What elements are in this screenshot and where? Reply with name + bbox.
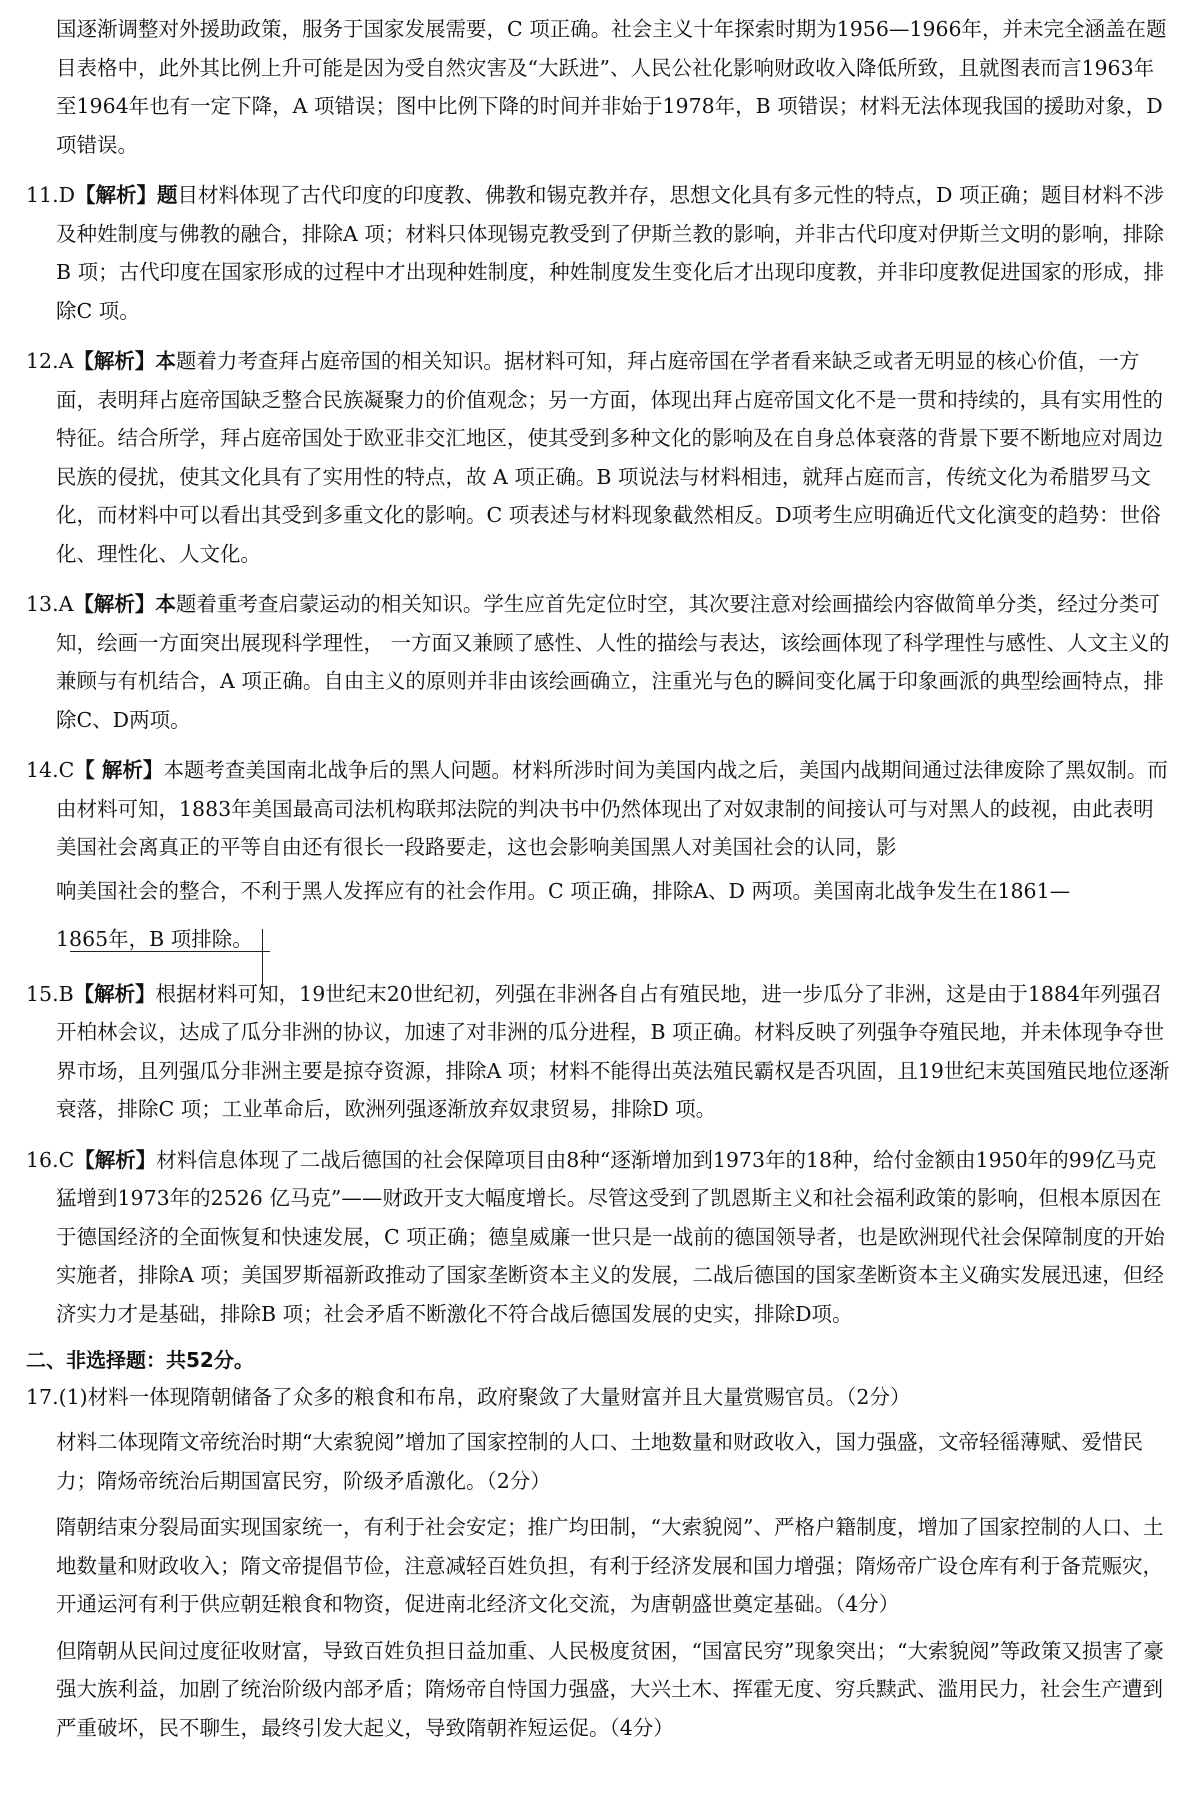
answer-number: 15.B: [26, 981, 74, 1006]
answer-17-part1: [26, 1379, 1174, 1415]
answer-text: 根据材料可知，19世纪末20世纪初，列强在非洲各自占有殖民地，进一步瓜分了非洲，这是由于1884年列强召开柏林会议，达成了瓜分非洲的协议，加速了对非洲的瓜分进程，B 项正确。材料反映了列强争夺殖民地，并未体现争夺世界市场，且列强瓜分非洲主要是掠夺资源，排除A 项；材料不能得出英法殖民霸权是否巩固，且19世纪末英国殖民地位逐渐衰落，排除C 项；工业革命后，欧洲列强逐渐放弃奴隶贸易，排除D 项。: [56, 981, 1170, 1121]
answer-17-para4: 但隋朝从民间过度征收财富，导致百姓负担日益加重、人民极度贫困，“国富民穷”现象突出；“大索貌阅”等政策又损害了豪强大族利益，加剧了统治阶级内部矛盾；隋炀帝自恃国力强盛，大兴土木、挥霍无度、穷兵黩武、滥用民力，社会生产遭到严重破坏，民不聊生，最终引发大起义，导致隋朝祚短运促。（4分）: [56, 1638, 1164, 1740]
answer-11: [26, 176, 1174, 330]
answer-13: [26, 585, 1174, 739]
answer-number: 12.A: [26, 349, 74, 373]
answer-text: (1)材料一体现隋朝储备了众多的粮食和布帛，政府聚敛了大量财富并且大量赏赐官员。（2分）: [58, 1385, 911, 1409]
intro-paragraph: 国逐渐调整对外援助政策，服务于国家发展需要，C 项正确。社会主义十年探索时期为1956—1966年，并未完全涵盖在题目表格中，此外其比例上升可能是因为受自然灾害及“大跃进”、人民公社化影响财政收入降低所致，且就图表而言1963年至1964年也有一定下降，A 项错误；图中比例下降的时间并非始于1978年，B 项错误；材料无法体现我国的援助对象，D 项错误。: [56, 17, 1167, 157]
answer-number: 13.A: [26, 592, 74, 616]
answer-number: 11.D: [26, 183, 76, 207]
answer-number: 16.C: [26, 1147, 75, 1172]
analysis-tag: 【解析】: [73, 592, 156, 616]
answer-text: 材料信息体现了二战后德国的社会保障项目由8种“逐渐增加到1973年的18种，给付金额由1950年的99亿马克猛增到1973年的2526 亿马克”——财政开支大幅度增长。尽管这受到了凯恩斯主义和社会福利政策的影响，但根本原因在于德国经济的全面恢复和快速发展，C 项正确；德皇威廉一世只是一战前的德国领导者，也是欧洲现代社会保障制度的开始实施者，排除A 项；美国罗斯福新政推动了国家垄断资本主义的发展，二战后德国的国家垄断资本主义确实发展迅速，但经济实力才是基础，排除B 项；社会矛盾不断激化不符合战后德国发展的史实，排除D项。: [56, 1147, 1165, 1326]
analysis-tag: 【解析】: [74, 1147, 157, 1172]
answer-number: 14.C: [26, 758, 75, 782]
analysis-tag: 【解析】: [75, 183, 158, 207]
lead-char: 题: [157, 183, 178, 207]
section-title: 二、非选择题：共52分。: [26, 1348, 254, 1372]
answer-text-line2: 响美国社会的整合，不利于黑人发挥应有的社会作用。C 项正确，排除A、D 两项。美国南北战争发生在1861—: [56, 878, 1071, 903]
analysis-tag: 【解析】: [73, 981, 156, 1006]
answer-12: [26, 342, 1174, 573]
answer-text: 本题考查美国南北战争后的黑人问题。材料所涉时间为美国内战之后，美国内战期间通过法律废除了黑奴制。而由材料可知，1883年美国最高司法机构联邦法院的判决书中仍然体现出了对奴隶制的间接认可与对黑人的歧视，由此表明美国社会离真正的平等自由还有很长一段路要走，这也会影响美国黑人对美国社会的认同，影: [56, 758, 1168, 859]
answer-number: 17.: [26, 1385, 59, 1409]
answer-15: [26, 975, 1174, 1129]
answer-page: [26, 10, 1174, 1747]
underline-mark: [70, 951, 270, 952]
answer-text: 题着力考查拜占庭帝国的相关知识。据材料可知，拜占庭帝国在学者看来缺乏或者无明显的核心价值，一方面，表明拜占庭帝国缺乏整合民族凝聚力的价值观念；另一方面，体现出拜占庭帝国文化不是一贯和持续的，具有实用性的特征。结合所学，拜占庭帝国处于欧亚非交汇地区，使其受到多种文化的影响及在自身总体衰落的背景下要不断地应对周边民族的侵扰，使其文化具有了实用性的特点，故 A 项正确。B 项说法与材料相违，就拜占庭而言，传统文化为希腊罗马文化，而材料中可以看出其受到多重文化的影响。C 项表述与材料现象截然相反。D项考生应明确近代文化演变的趋势：世俗化、理性化、人文化。: [56, 349, 1163, 566]
analysis-tag: 【 解析】: [74, 758, 164, 782]
lead-char: 本: [155, 592, 176, 616]
answer-17-para3: 隋朝结束分裂局面实现国家统一，有利于社会安定；推广均田制，“大索貌阅”、严格户籍制度，增加了国家控制的人口、土地数量和财政收入；隋文帝提倡节俭，注意减轻百姓负担，有利于经济发展和国力增强；隋炀帝广设仓库有利于备荒赈灾，开通运河有利于供应朝廷粮食和物资，促进南北经济文化交流，为唐朝盛世奠定基础。（4分）: [56, 1515, 1164, 1616]
answer-14: [26, 751, 1174, 963]
answer-text: 目材料体现了古代印度的印度教、佛教和锡克教并存，思想文化具有多元性的特点，D 项正确；题目材料不涉及种姓制度与佛教的融合，排除A 项；材料只体现锡克教受到了伊斯兰教的影响，并非古代印度对伊斯兰文明的影响，排除B 项；古代印度在国家形成的过程中才出现种姓制度，种姓制度发生变化后才出现印度教，并非印度教促进国家的形成，排除C 项。: [56, 183, 1165, 323]
answer-text: 题着重考查启蒙运动的相关知识。学生应首先定位时空，其次要注意对绘画描绘内容做简单分类，经过分类可知，绘画一方面突出展现科学理性， 一方面又兼顾了感性、人性的描绘与表达，该绘画体现了科学理性与感性、人文主义的兼顾与有机结合，A 项正确。自由主义的原则并非由该绘画确立，注重光与色的瞬间变化属于印象画派的典型绘画特点，排除C、D两项。: [56, 592, 1170, 732]
answer-17-para2: 材料二体现隋文帝统治时期“大索貌阅”增加了国家控制的人口、土地数量和财政收入，国力强盛，文帝轻徭薄赋、爱惜民力；隋炀帝统治后期国富民穷，阶级矛盾激化。（2分）: [56, 1430, 1143, 1493]
analysis-tag: 【解析】: [73, 349, 156, 373]
lead-char: 本: [155, 349, 176, 373]
answer-text-line3: 1865年，B 项排除。: [56, 926, 253, 951]
answer-16: [26, 1141, 1174, 1334]
